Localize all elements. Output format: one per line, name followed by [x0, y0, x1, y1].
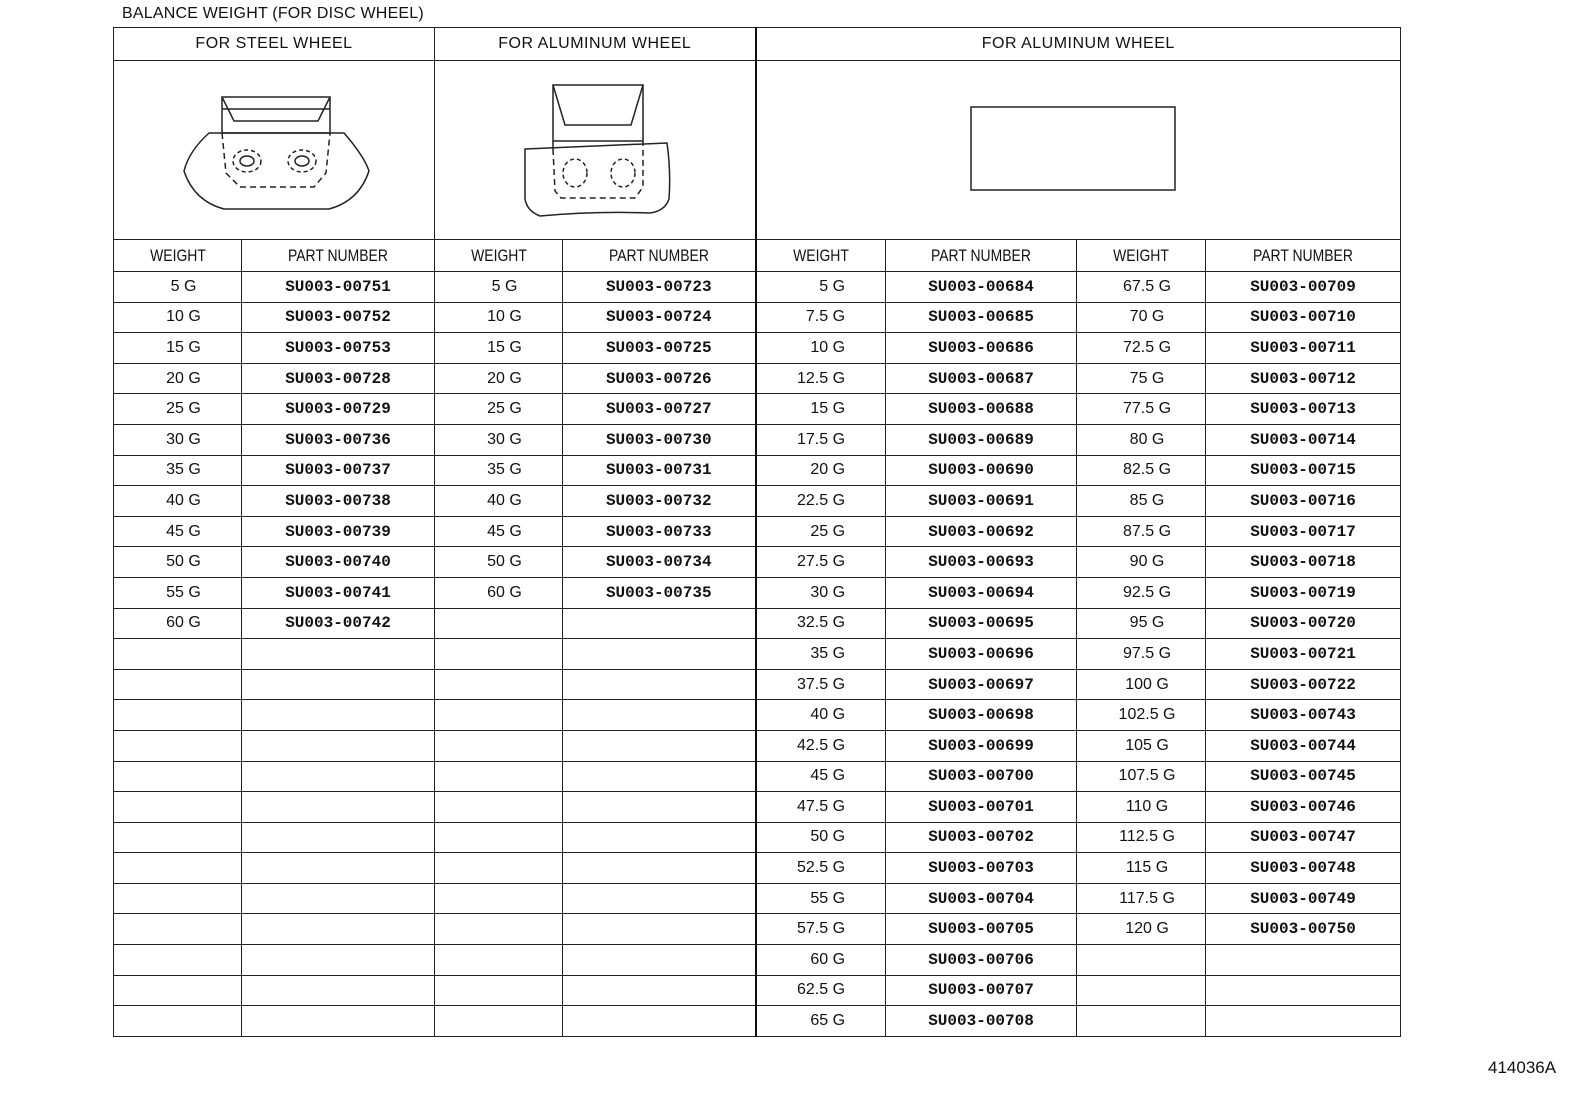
part-number-cell: SU003-00711: [1206, 333, 1401, 364]
weight-cell: 50 G: [114, 547, 242, 578]
weight-cell: [114, 945, 242, 976]
part-number-cell: SU003-00709: [1206, 272, 1401, 303]
part-number-cell: SU003-00702: [886, 822, 1077, 853]
weight-cell: 35 G: [114, 455, 242, 486]
weight-cell: 32.5 G: [756, 608, 886, 639]
weight-cell: [114, 639, 242, 670]
weight-cell: 30 G: [756, 577, 886, 608]
table-row: [114, 853, 1401, 884]
table-row: [114, 669, 1401, 700]
weight-cell: 50 G: [435, 547, 563, 578]
weight-cell: [114, 761, 242, 792]
weight-cell: [435, 914, 563, 945]
weight-cell: [435, 669, 563, 700]
part-number-cell: [242, 1006, 435, 1037]
weight-cell: 40 G: [756, 700, 886, 731]
weight-cell: 5 G: [114, 272, 242, 303]
table-row: [114, 394, 1401, 425]
weight-cell: [114, 853, 242, 884]
part-number-cell: SU003-00701: [886, 792, 1077, 823]
table-row: [114, 486, 1401, 517]
weight-cell: 5 G: [756, 272, 886, 303]
part-number-cell: SU003-00741: [242, 577, 435, 608]
weight-cell: 45 G: [114, 516, 242, 547]
weight-cell: [435, 700, 563, 731]
part-number-cell: [563, 945, 756, 976]
part-number-cell: [1206, 1006, 1401, 1037]
part-number-cell: SU003-00749: [1206, 883, 1401, 914]
section-header-row: [114, 28, 1401, 61]
part-number-cell: SU003-00730: [563, 424, 756, 455]
adhesive-weight-icon: [757, 61, 1400, 239]
part-number-cell: [242, 761, 435, 792]
part-number-cell: SU003-00740: [242, 547, 435, 578]
document-title: BALANCE WEIGHT (FOR DISC WHEEL): [122, 5, 424, 22]
part-number-cell: SU003-00692: [886, 516, 1077, 547]
part-number-cell: SU003-00699: [886, 730, 1077, 761]
part-number-cell: SU003-00703: [886, 853, 1077, 884]
weight-cell: 42.5 G: [756, 730, 886, 761]
weight-cell: [114, 730, 242, 761]
weight-cell: [114, 669, 242, 700]
part-number-cell: [242, 669, 435, 700]
part-number-cell: SU003-00751: [242, 272, 435, 303]
col-header-weight: WEIGHT: [114, 240, 242, 272]
weight-cell: [114, 822, 242, 853]
weight-cell: 92.5 G: [1077, 577, 1206, 608]
weight-cell: [435, 608, 563, 639]
part-number-cell: [563, 669, 756, 700]
table-row: [114, 1006, 1401, 1037]
column-header-row: [114, 240, 1401, 272]
weight-cell: [1077, 945, 1206, 976]
part-number-cell: SU003-00732: [563, 486, 756, 517]
col-header-weight: WEIGHT: [1077, 240, 1206, 272]
part-number-cell: SU003-00717: [1206, 516, 1401, 547]
part-number-cell: [1206, 975, 1401, 1006]
part-number-cell: SU003-00714: [1206, 424, 1401, 455]
weight-cell: [435, 1006, 563, 1037]
figure-code: 414036A: [1488, 1058, 1557, 1077]
weight-cell: 62.5 G: [756, 975, 886, 1006]
weight-cell: 55 G: [756, 883, 886, 914]
part-number-cell: SU003-00686: [886, 333, 1077, 364]
weight-cell: [1077, 975, 1206, 1006]
weight-cell: 60 G: [756, 945, 886, 976]
weight-cell: 45 G: [756, 761, 886, 792]
weight-cell: 30 G: [114, 424, 242, 455]
part-number-cell: [563, 700, 756, 731]
weight-cell: 30 G: [435, 424, 563, 455]
col-header-part-number: PART NUMBER: [886, 240, 1077, 272]
table-row: [114, 455, 1401, 486]
balance-weight-table: [113, 27, 1401, 1037]
aluminum-clip-weight-illustration: [435, 61, 756, 240]
weight-cell: 112.5 G: [1077, 822, 1206, 853]
part-number-cell: SU003-00750: [1206, 914, 1401, 945]
weight-cell: 25 G: [114, 394, 242, 425]
part-number-cell: SU003-00690: [886, 455, 1077, 486]
part-number-cell: SU003-00731: [563, 455, 756, 486]
weight-cell: [114, 1006, 242, 1037]
weight-cell: 107.5 G: [1077, 761, 1206, 792]
table-row: [114, 333, 1401, 364]
table-row: [114, 700, 1401, 731]
part-number-cell: [242, 945, 435, 976]
part-number-cell: [563, 1006, 756, 1037]
weight-cell: 10 G: [756, 333, 886, 364]
weight-cell: 10 G: [114, 302, 242, 333]
part-number-cell: [563, 608, 756, 639]
part-number-cell: SU003-00710: [1206, 302, 1401, 333]
part-number-cell: [242, 975, 435, 1006]
part-number-cell: [563, 761, 756, 792]
table-row: [114, 424, 1401, 455]
col-header-part-number: PART NUMBER: [563, 240, 756, 272]
weight-cell: [435, 761, 563, 792]
part-number-cell: SU003-00693: [886, 547, 1077, 578]
weight-cell: 20 G: [756, 455, 886, 486]
weight-cell: 25 G: [756, 516, 886, 547]
weight-cell: 7.5 G: [756, 302, 886, 333]
weight-cell: 77.5 G: [1077, 394, 1206, 425]
part-number-cell: [563, 730, 756, 761]
part-number-cell: SU003-00691: [886, 486, 1077, 517]
part-number-cell: SU003-00721: [1206, 639, 1401, 670]
part-number-cell: SU003-00727: [563, 394, 756, 425]
part-number-cell: SU003-00697: [886, 669, 1077, 700]
weight-cell: [114, 792, 242, 823]
weight-cell: 97.5 G: [1077, 639, 1206, 670]
part-number-cell: SU003-00746: [1206, 792, 1401, 823]
weight-cell: 45 G: [435, 516, 563, 547]
weight-cell: 20 G: [435, 363, 563, 394]
part-number-cell: SU003-00725: [563, 333, 756, 364]
part-number-cell: SU003-00739: [242, 516, 435, 547]
part-number-cell: [242, 730, 435, 761]
table-row: [114, 639, 1401, 670]
weight-cell: 72.5 G: [1077, 333, 1206, 364]
part-number-cell: SU003-00745: [1206, 761, 1401, 792]
part-number-cell: SU003-00738: [242, 486, 435, 517]
adhesive-weight-illustration: [756, 61, 1401, 240]
part-number-cell: SU003-00700: [886, 761, 1077, 792]
section-aluminum-wheel-2: FOR ALUMINUM WHEEL: [756, 28, 1401, 61]
part-number-cell: [563, 792, 756, 823]
col-header-weight: WEIGHT: [435, 240, 563, 272]
table-row: [114, 577, 1401, 608]
section-steel-wheel: FOR STEEL WHEEL: [114, 28, 435, 61]
part-number-cell: SU003-00695: [886, 608, 1077, 639]
weight-cell: 5 G: [435, 272, 563, 303]
weight-cell: 35 G: [435, 455, 563, 486]
part-number-cell: SU003-00742: [242, 608, 435, 639]
part-number-cell: SU003-00729: [242, 394, 435, 425]
part-number-cell: SU003-00752: [242, 302, 435, 333]
part-number-cell: SU003-00733: [563, 516, 756, 547]
part-number-cell: SU003-00726: [563, 363, 756, 394]
weight-cell: 22.5 G: [756, 486, 886, 517]
weight-cell: 105 G: [1077, 730, 1206, 761]
table-row: [114, 975, 1401, 1006]
part-number-cell: SU003-00744: [1206, 730, 1401, 761]
weight-cell: 90 G: [1077, 547, 1206, 578]
part-number-cell: SU003-00724: [563, 302, 756, 333]
weight-cell: 35 G: [756, 639, 886, 670]
part-number-cell: SU003-00694: [886, 577, 1077, 608]
weight-cell: 12.5 G: [756, 363, 886, 394]
weight-cell: 57.5 G: [756, 914, 886, 945]
weight-cell: 17.5 G: [756, 424, 886, 455]
col-header-weight: WEIGHT: [756, 240, 886, 272]
weight-cell: 120 G: [1077, 914, 1206, 945]
table-row: [114, 608, 1401, 639]
part-number-cell: SU003-00728: [242, 363, 435, 394]
weight-cell: [114, 883, 242, 914]
part-number-cell: SU003-00713: [1206, 394, 1401, 425]
part-number-cell: [242, 700, 435, 731]
weight-cell: 115 G: [1077, 853, 1206, 884]
section-aluminum-wheel-1: FOR ALUMINUM WHEEL: [435, 28, 756, 61]
table-row: [114, 516, 1401, 547]
part-number-cell: SU003-00707: [886, 975, 1077, 1006]
part-number-cell: [563, 822, 756, 853]
weight-cell: 80 G: [1077, 424, 1206, 455]
part-number-cell: SU003-00743: [1206, 700, 1401, 731]
weight-cell: 10 G: [435, 302, 563, 333]
weight-cell: [435, 730, 563, 761]
table-row: [114, 761, 1401, 792]
weight-cell: 60 G: [435, 577, 563, 608]
part-number-cell: [242, 883, 435, 914]
aluminum-clip-weight-icon: [435, 61, 756, 239]
part-number-cell: [563, 639, 756, 670]
weight-cell: [435, 853, 563, 884]
part-number-cell: SU003-00723: [563, 272, 756, 303]
weight-cell: 50 G: [756, 822, 886, 853]
part-number-cell: SU003-00718: [1206, 547, 1401, 578]
part-number-cell: [1206, 945, 1401, 976]
part-number-cell: SU003-00689: [886, 424, 1077, 455]
weight-cell: 27.5 G: [756, 547, 886, 578]
illustration-row: [114, 61, 1401, 240]
table-row: [114, 272, 1401, 303]
weight-cell: [114, 700, 242, 731]
part-number-cell: SU003-00720: [1206, 608, 1401, 639]
part-number-cell: SU003-00698: [886, 700, 1077, 731]
weight-cell: 67.5 G: [1077, 272, 1206, 303]
weight-cell: 25 G: [435, 394, 563, 425]
part-number-cell: SU003-00705: [886, 914, 1077, 945]
weight-cell: 87.5 G: [1077, 516, 1206, 547]
part-number-cell: [563, 975, 756, 1006]
weight-cell: 15 G: [435, 333, 563, 364]
weight-cell: [114, 914, 242, 945]
weight-cell: 40 G: [435, 486, 563, 517]
weight-cell: [435, 883, 563, 914]
part-number-cell: SU003-00737: [242, 455, 435, 486]
part-number-cell: SU003-00687: [886, 363, 1077, 394]
weight-cell: 52.5 G: [756, 853, 886, 884]
part-number-cell: SU003-00736: [242, 424, 435, 455]
part-number-cell: SU003-00688: [886, 394, 1077, 425]
part-number-cell: SU003-00684: [886, 272, 1077, 303]
part-number-cell: [563, 883, 756, 914]
part-number-cell: [242, 792, 435, 823]
table-row: [114, 792, 1401, 823]
part-number-cell: SU003-00722: [1206, 669, 1401, 700]
weight-cell: [435, 945, 563, 976]
weight-cell: 15 G: [114, 333, 242, 364]
part-number-cell: SU003-00753: [242, 333, 435, 364]
part-number-cell: [242, 914, 435, 945]
part-number-cell: SU003-00719: [1206, 577, 1401, 608]
table-row: [114, 363, 1401, 394]
table-row: [114, 302, 1401, 333]
weight-cell: 100 G: [1077, 669, 1206, 700]
part-number-cell: SU003-00716: [1206, 486, 1401, 517]
part-number-cell: SU003-00696: [886, 639, 1077, 670]
table-row: [114, 822, 1401, 853]
part-number-cell: [242, 822, 435, 853]
part-number-cell: [242, 853, 435, 884]
weight-cell: [114, 975, 242, 1006]
weight-cell: 70 G: [1077, 302, 1206, 333]
table-row: [114, 730, 1401, 761]
part-number-cell: SU003-00747: [1206, 822, 1401, 853]
weight-cell: 65 G: [756, 1006, 886, 1037]
part-number-cell: SU003-00685: [886, 302, 1077, 333]
weight-cell: 110 G: [1077, 792, 1206, 823]
weight-cell: 102.5 G: [1077, 700, 1206, 731]
weight-cell: [435, 822, 563, 853]
part-number-cell: [242, 639, 435, 670]
part-number-cell: SU003-00706: [886, 945, 1077, 976]
weight-cell: 60 G: [114, 608, 242, 639]
part-number-cell: SU003-00712: [1206, 363, 1401, 394]
weight-cell: [435, 639, 563, 670]
weight-cell: 117.5 G: [1077, 883, 1206, 914]
table-row: [114, 914, 1401, 945]
weight-cell: 85 G: [1077, 486, 1206, 517]
weight-cell: 95 G: [1077, 608, 1206, 639]
part-number-cell: SU003-00704: [886, 883, 1077, 914]
weight-cell: 55 G: [114, 577, 242, 608]
weight-cell: 15 G: [756, 394, 886, 425]
weight-cell: 82.5 G: [1077, 455, 1206, 486]
weight-cell: [435, 975, 563, 1006]
weight-cell: [435, 792, 563, 823]
part-number-cell: [563, 914, 756, 945]
part-number-cell: SU003-00708: [886, 1006, 1077, 1037]
weight-cell: [1077, 1006, 1206, 1037]
weight-cell: 37.5 G: [756, 669, 886, 700]
steel-weight-illustration: [114, 61, 435, 240]
part-number-cell: SU003-00735: [563, 577, 756, 608]
weight-cell: 75 G: [1077, 363, 1206, 394]
weight-cell: 20 G: [114, 363, 242, 394]
steel-clip-weight-icon: [114, 61, 435, 239]
col-header-part-number: PART NUMBER: [1206, 240, 1401, 272]
col-header-part-number: PART NUMBER: [242, 240, 435, 272]
part-number-cell: [563, 853, 756, 884]
weight-cell: 47.5 G: [756, 792, 886, 823]
part-number-cell: SU003-00715: [1206, 455, 1401, 486]
table-row: [114, 883, 1401, 914]
table-row: [114, 945, 1401, 976]
weight-cell: 40 G: [114, 486, 242, 517]
part-number-cell: SU003-00734: [563, 547, 756, 578]
part-number-cell: SU003-00748: [1206, 853, 1401, 884]
table-row: [114, 547, 1401, 578]
